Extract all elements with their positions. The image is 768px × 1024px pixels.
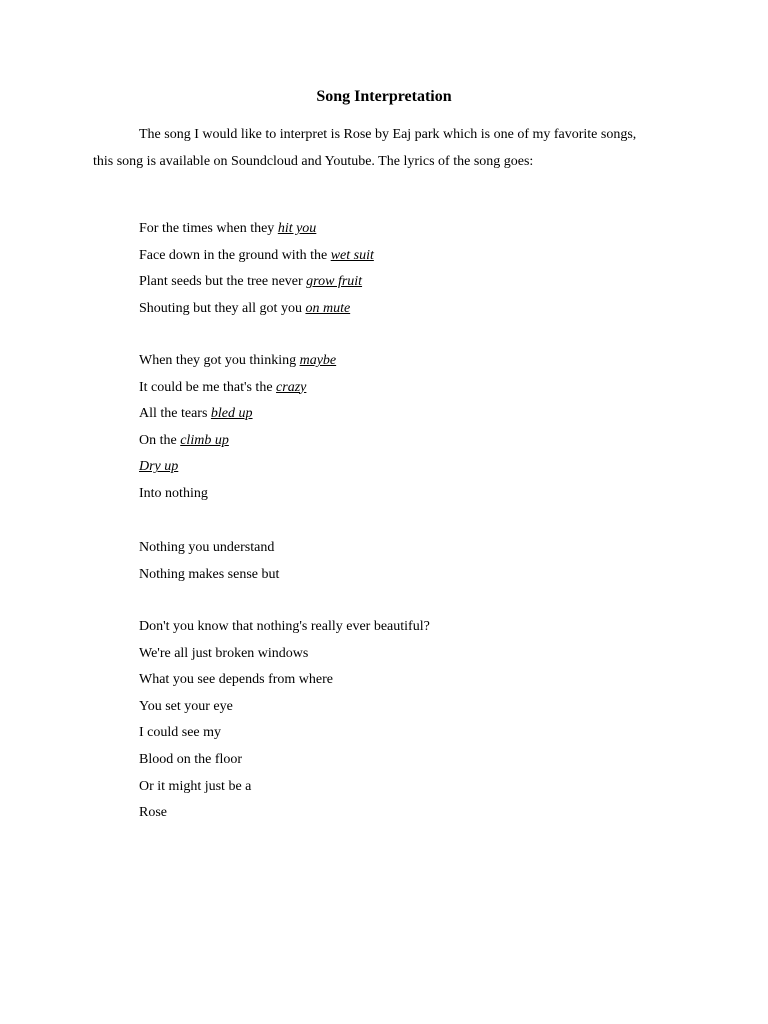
lyric-emphasis: bled up: [210, 406, 253, 422]
lyric-text: Or it might just be a: [139, 778, 252, 794]
lyric-line: [139, 535, 659, 562]
lyric-text: Shouting but they all got you: [139, 300, 306, 316]
lyric-line: [139, 667, 659, 694]
lyric-line: [139, 720, 659, 747]
lyric-emphasis: maybe: [299, 353, 337, 368]
lyric-line: [139, 296, 659, 323]
lyric-emphasis: hit you: [277, 221, 317, 236]
lyric-line: [139, 641, 659, 668]
intro-line-2: this song is available on Soundcloud and Youtube. The lyrics of the song goes:: [93, 153, 534, 169]
lyric-text: I could see my: [139, 725, 222, 741]
lyric-line: [139, 481, 659, 508]
lyric-line: [139, 375, 659, 402]
lyric-line: [139, 614, 659, 641]
lyric-text: Nothing you understand: [139, 540, 275, 555]
lyric-line: [139, 800, 659, 827]
lyric-text: For the times when they: [139, 221, 278, 236]
lyric-text: Into nothing: [139, 485, 208, 501]
lyric-text: On the: [139, 432, 181, 448]
lyric-emphasis: grow fruit: [306, 274, 363, 290]
lyric-emphasis: wet suit: [330, 247, 374, 263]
lyric-line: [139, 401, 659, 428]
lyric-line: [139, 747, 659, 774]
stanza-1: [139, 216, 659, 322]
lyric-text: Face down in the ground with the: [139, 247, 331, 263]
stanza-2: [139, 348, 659, 508]
lyric-line: [139, 216, 659, 243]
lyric-text: Nothing makes sense but: [139, 566, 280, 582]
lyric-text: Rose: [139, 805, 167, 821]
lyric-line: [139, 348, 659, 375]
lyric-line: [139, 454, 659, 481]
lyric-emphasis: climb up: [180, 432, 229, 448]
lyric-emphasis: on mute: [305, 300, 351, 316]
lyric-line: [139, 562, 659, 589]
lyric-line: [139, 694, 659, 721]
lyric-line: [139, 428, 659, 455]
lyric-text: Blood on the floor: [139, 751, 243, 767]
lyric-emphasis: crazy: [276, 379, 307, 395]
lyric-text: Plant seeds but the tree never: [139, 274, 307, 290]
intro-line-1: The song I would like to interpret is Rose by Eaj park which is one of my favorite songs,: [139, 127, 637, 142]
lyric-text: Don't you know that nothing's really ever beautiful?: [139, 619, 430, 634]
intro-paragraph: [93, 122, 683, 175]
lyric-line: [139, 774, 659, 801]
stanza-3: [139, 535, 659, 588]
lyric-emphasis: Dry up: [139, 459, 179, 475]
lyric-text: All the tears: [139, 406, 211, 422]
stanza-4: [139, 614, 659, 827]
lyric-text: What you see depends from where: [139, 672, 333, 688]
lyric-text: You set your eye: [139, 698, 233, 714]
lyric-text: When they got you thinking: [139, 353, 300, 368]
lyric-line: [139, 243, 659, 270]
lyric-text: It could be me that's the: [139, 379, 277, 395]
lyric-text: We're all just broken windows: [139, 645, 309, 661]
lyric-line: [139, 269, 659, 296]
page-title: Song Interpretation: [316, 88, 452, 105]
